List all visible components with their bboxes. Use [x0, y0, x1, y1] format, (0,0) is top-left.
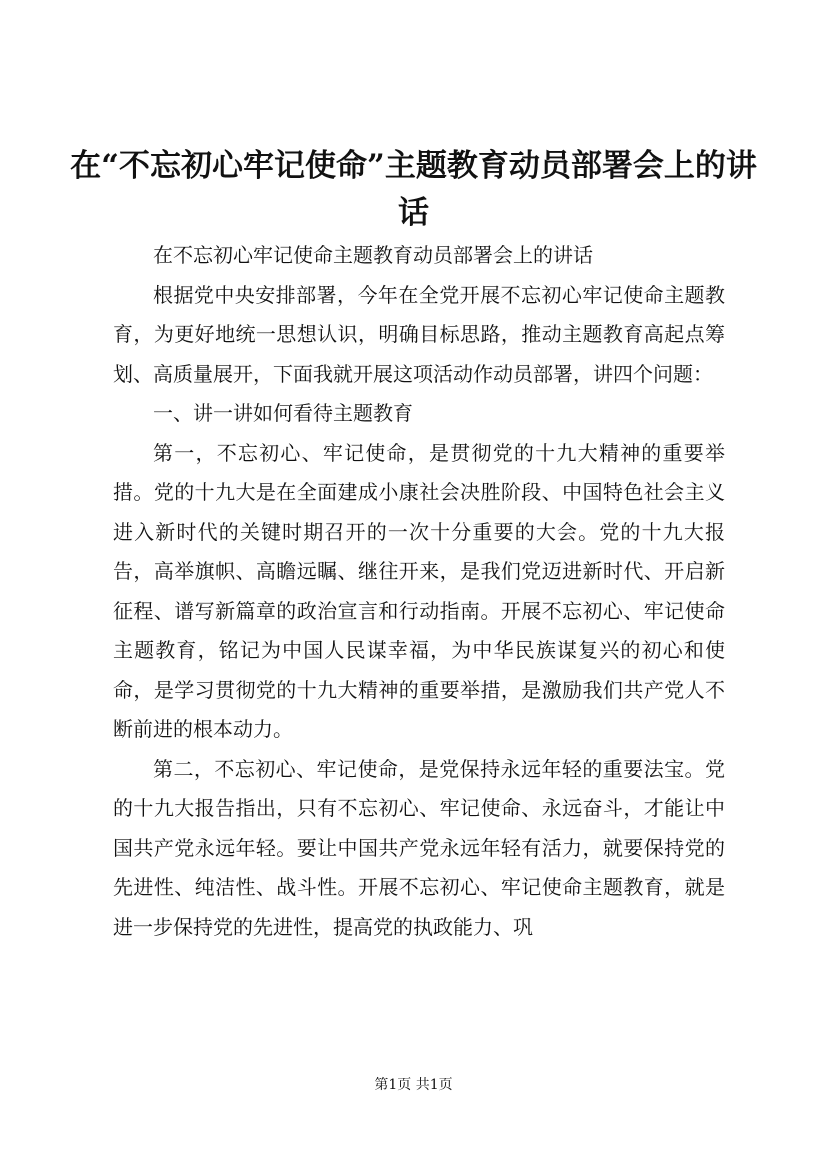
page-footer: 第1页 共1页	[374, 1077, 453, 1093]
section-heading: 一、讲一讲如何看待主题教育	[153, 401, 413, 425]
document-title: 在“不忘初心牢记使命”主题教育动员部署会上的讲话	[70, 148, 757, 231]
intro-paragraph: 根据党中央安排部署，今年在全党开展不忘初心牢记使命主题教育，为更好地统一思想认识，明确目标思路，推动主题教育高起点筹划、高质量展开，下面我就开展这项活动作动员部署，讲四个问题：	[113, 282, 725, 386]
body-paragraph-first: 第一，不忘初心、牢记使命，是贯彻党的十九大精神的重要举措。党的十九大是在全面建成小康社会决胜阶段、中国特色社会主义进入新时代的关键时期召开的一次十分重要的大会。党的十九大报告，高举旗帜、高瞻远瞩、继往开来，是我们党迈进新时代、开启新征程、谱写新篇章的政治宣言和行动指南。开展不忘初心、牢记使命主题教育，铭记为中国人民谋幸福，为中华民族谋复兴的初心和使命，是学习贯彻党的十九大精神的重要举措，是激励我们共产党人不断前进的根本动力。	[113, 440, 725, 741]
body-paragraph-second: 第二，不忘初心、牢记使命，是党保持永远年轻的重要法宝。党的十九大报告指出，只有不忘初心、牢记使命、永远奋斗，才能让中国共产党永远年轻。要让中国共产党永远年轻有活力，就要保持党的先进性、纯洁性、战斗性。开展不忘初心、牢记使命主题教育，就是进一步保持党的先进性，提高党的执政能力、巩	[113, 756, 725, 939]
subtitle-paragraph: 在不忘初心牢记使命主题教育动员部署会上的讲话	[153, 243, 593, 267]
document-body	[113, 236, 725, 947]
